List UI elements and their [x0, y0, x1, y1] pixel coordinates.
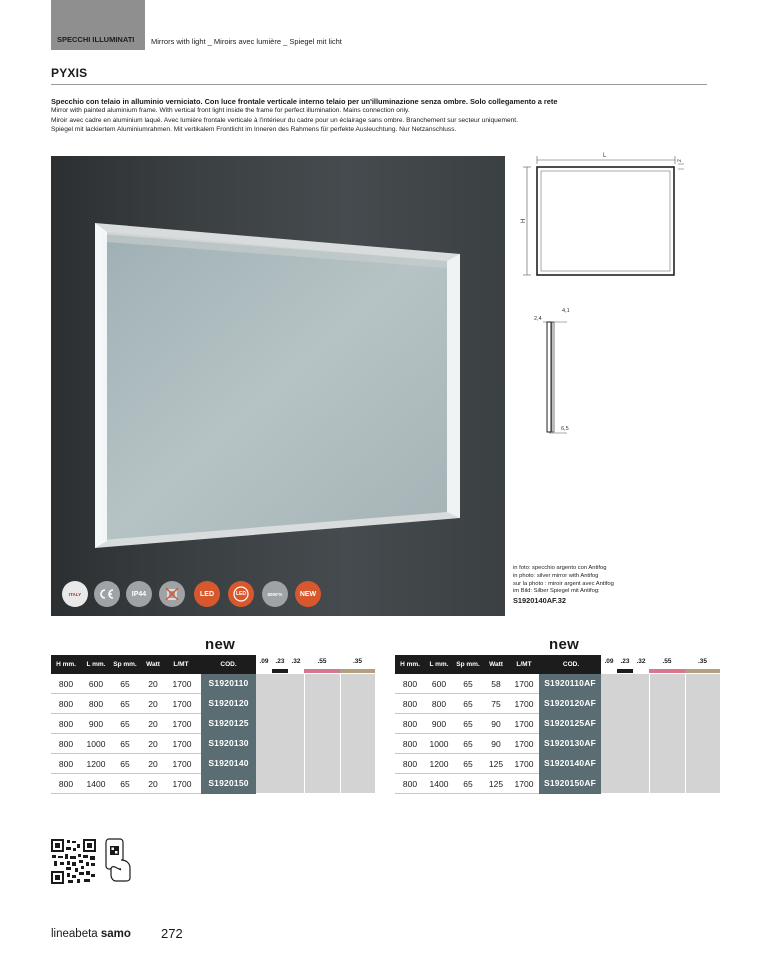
cell-sp: 65	[120, 739, 130, 749]
cell-watt: 20	[148, 759, 158, 769]
cell-lmt: 1700	[172, 739, 192, 749]
cell-sp: 65	[120, 759, 130, 769]
cell-lmt: 1700	[172, 719, 192, 729]
cell-code: S1920140AF	[539, 754, 601, 774]
row-divider	[395, 733, 539, 734]
row-divider	[51, 713, 201, 714]
color-temperature-icon: 6000°K	[262, 581, 288, 607]
col-header-h: H mm.	[56, 661, 76, 668]
cell-l: 900	[431, 719, 447, 729]
title-divider	[51, 84, 707, 85]
finish-35: .35	[697, 658, 708, 665]
col-header-h: H mm.	[400, 661, 420, 668]
swatch-35	[685, 669, 720, 673]
swatch-23	[617, 669, 633, 673]
cell-watt: 90	[491, 719, 501, 729]
caption-product-code: S1920140AF.32	[513, 596, 567, 606]
cell-code: S1920150AF	[539, 774, 601, 794]
table-row	[395, 774, 720, 794]
mirror-illustration	[51, 156, 505, 616]
table-row	[51, 694, 375, 714]
photo-caption	[513, 565, 614, 605]
description-german: Spiegel mit lackiertem Aluminiumrahmen. Mit vertikalem Frontlicht im Inneren des Rahmens für perfekte Ausleuchtung. Nur Netzanschluss.	[51, 126, 457, 134]
price-table-standard	[51, 655, 375, 795]
table-row	[395, 674, 720, 694]
cell-sp: 65	[120, 699, 130, 709]
table-row	[395, 754, 720, 774]
caption-line-de: im Bild: Silber Spiegel mit Antifog:	[513, 588, 600, 595]
brand-lineabeta: lineabeta	[51, 928, 98, 940]
row-divider	[51, 773, 201, 774]
product-photo	[51, 156, 505, 616]
cell-lmt: 1700	[514, 719, 534, 729]
swatch-55	[304, 669, 340, 673]
table-row	[395, 694, 720, 714]
finish-35: .35	[352, 658, 363, 665]
finish-09: .09	[259, 658, 269, 665]
col-header-code: COD.	[562, 661, 580, 668]
led-icon: LED	[194, 581, 220, 607]
row-divider	[395, 713, 539, 714]
footer-brand	[51, 928, 131, 940]
section-tab-label: SPECCHI ILLUMINATI	[57, 35, 135, 44]
cell-code: S1920150	[201, 774, 256, 794]
cell-sp: 65	[463, 779, 473, 789]
row-divider	[395, 793, 539, 794]
cell-watt: 20	[148, 779, 158, 789]
caption-line-it: in foto: specchio argento con Antifog	[513, 565, 607, 571]
phone-scan-icon	[103, 838, 133, 882]
caption-line-fr: sur la photo : miroir argent avec Antifog	[513, 580, 614, 587]
swatch-55	[649, 669, 685, 673]
cell-code: S1920120	[201, 694, 256, 714]
cell-h: 800	[402, 719, 418, 729]
dim-label-2-4: 2,4	[534, 316, 542, 322]
cell-watt: 90	[491, 739, 501, 749]
page-number: 272	[161, 926, 183, 941]
description-french: Miroir avec cadre en aluminium laqué. Avec lumière frontale verticale à l'intérieur du cadre pour un éclairage sans ombre. Branchement sur secteur uniquement.	[51, 116, 518, 124]
table-row	[51, 754, 375, 774]
cell-sp: 65	[463, 759, 473, 769]
cell-watt: 125	[488, 779, 504, 789]
table-row	[51, 774, 375, 794]
table-row	[51, 714, 375, 734]
finish-32: .32	[291, 658, 301, 665]
brand-samo: samo	[100, 928, 131, 940]
cell-h: 800	[402, 679, 418, 689]
cell-h: 800	[58, 679, 74, 689]
finish-32: .32	[636, 658, 646, 665]
cell-code: S1920130	[201, 734, 256, 754]
cell-l: 1200	[429, 759, 449, 769]
new-icon: NEW	[295, 581, 321, 607]
cell-code: S1920120AF	[539, 694, 601, 714]
cell-lmt: 1700	[172, 759, 192, 769]
col-header-l: L mm.	[429, 661, 449, 668]
cell-h: 800	[402, 759, 418, 769]
row-divider	[395, 693, 539, 694]
cell-h: 800	[402, 779, 418, 789]
cell-lmt: 1700	[172, 679, 192, 689]
row-divider	[51, 693, 201, 694]
col-header-sp: Sp mm.	[113, 661, 137, 668]
cell-l: 1400	[86, 779, 106, 789]
cell-code: S1920125AF	[539, 714, 601, 734]
cell-lmt: 1700	[514, 759, 534, 769]
table-row	[51, 674, 375, 694]
dim-label-H: H	[521, 218, 527, 223]
cell-code: S1920110	[201, 674, 256, 694]
finish-23: .23	[620, 658, 630, 665]
cell-code: S1920130AF	[539, 734, 601, 754]
cell-l: 800	[88, 699, 104, 709]
finish-55: .55	[317, 658, 327, 665]
cell-sp: 65	[463, 699, 473, 709]
row-divider	[395, 753, 539, 754]
table-row	[395, 734, 720, 754]
cell-l: 600	[88, 679, 104, 689]
dim-label-6-5: 6,5	[561, 426, 569, 432]
cell-lmt: 1700	[172, 699, 192, 709]
caption-line-en: in photo: silver mirror with Antifog	[513, 572, 599, 579]
cell-l: 900	[88, 719, 104, 729]
cell-h: 800	[58, 719, 74, 729]
price-table-antifog	[395, 655, 720, 795]
cell-h: 800	[58, 739, 74, 749]
table-row	[51, 734, 375, 754]
dim-label-2: 2	[677, 159, 683, 162]
cell-watt: 58	[491, 679, 501, 689]
cell-l: 1000	[429, 739, 449, 749]
product-description	[51, 97, 711, 135]
swatch-23	[272, 669, 288, 673]
col-header-watt: Watt	[146, 661, 160, 668]
new-label-left: new	[205, 636, 236, 653]
dim-label-4-1: 4,1	[562, 308, 570, 314]
cell-lmt: 1700	[514, 699, 534, 709]
cell-watt: 125	[488, 759, 504, 769]
cell-lmt: 1700	[514, 679, 534, 689]
cell-sp: 65	[120, 719, 130, 729]
cell-h: 800	[58, 759, 74, 769]
technical-drawing	[515, 150, 695, 440]
row-divider	[395, 773, 539, 774]
cell-watt: 20	[148, 679, 158, 689]
finish-09: .09	[604, 658, 614, 665]
col-header-code: COD.	[220, 661, 237, 668]
cell-watt: 20	[148, 719, 158, 729]
col-header-l: L mm.	[86, 661, 106, 668]
qr-code-icon[interactable]	[51, 839, 96, 884]
description-english: Mirror with painted aluminium frame. With vertical front light inside the frame for perfect illumination. Mains connection only.	[51, 107, 410, 115]
col-header-lmt: L/MT	[173, 661, 189, 668]
product-title: PYXIS	[51, 66, 88, 80]
finish-23: .23	[275, 658, 285, 665]
cell-l: 1200	[86, 759, 106, 769]
cell-sp: 65	[120, 779, 130, 789]
cell-h: 800	[58, 699, 74, 709]
cell-sp: 65	[463, 719, 473, 729]
ce-icon	[94, 581, 120, 607]
cell-l: 1000	[86, 739, 106, 749]
cell-l: 600	[431, 679, 447, 689]
cell-code: S1920140	[201, 754, 256, 774]
row-divider	[51, 753, 201, 754]
cell-watt: 20	[148, 699, 158, 709]
cell-lmt: 1700	[172, 779, 192, 789]
cell-h: 800	[402, 699, 418, 709]
section-subtitle: Mirrors with light _ Miroirs avec lumière _ Spiegel mit licht	[151, 37, 342, 46]
swatch-35	[340, 669, 375, 673]
cell-lmt: 1700	[514, 739, 534, 749]
cell-l: 1400	[429, 779, 449, 789]
dim-label-L: L	[603, 153, 607, 159]
row-divider	[51, 733, 201, 734]
col-header-sp: Sp mm.	[456, 661, 480, 668]
cell-code: S1920125	[201, 714, 256, 734]
ip44-icon: IP44	[126, 581, 152, 607]
cell-lmt: 1700	[514, 779, 534, 789]
col-header-watt: Watt	[489, 661, 503, 668]
cell-sp: 65	[463, 679, 473, 689]
cell-h: 800	[58, 779, 74, 789]
italy-icon: ITALY	[62, 581, 88, 607]
new-label-right: new	[549, 636, 580, 653]
table-row	[395, 714, 720, 734]
col-header-lmt: L/MT	[516, 661, 532, 668]
cell-h: 800	[402, 739, 418, 749]
cell-watt: 20	[148, 739, 158, 749]
cell-watt: 75	[491, 699, 501, 709]
led-power-icon: LED	[228, 581, 254, 607]
cell-sp: 65	[120, 679, 130, 689]
no-bin-icon	[159, 581, 185, 607]
row-divider	[51, 793, 201, 794]
cell-code: S1920110AF	[539, 674, 601, 694]
cell-l: 800	[431, 699, 447, 709]
section-tab	[51, 0, 145, 50]
description-italian: Specchio con telaio in alluminio verniciato. Con luce frontale verticale interno telaio per un'illuminazione senza ombre. Solo collegamento a rete	[51, 97, 558, 106]
cell-sp: 65	[463, 739, 473, 749]
finish-55: .55	[662, 658, 672, 665]
